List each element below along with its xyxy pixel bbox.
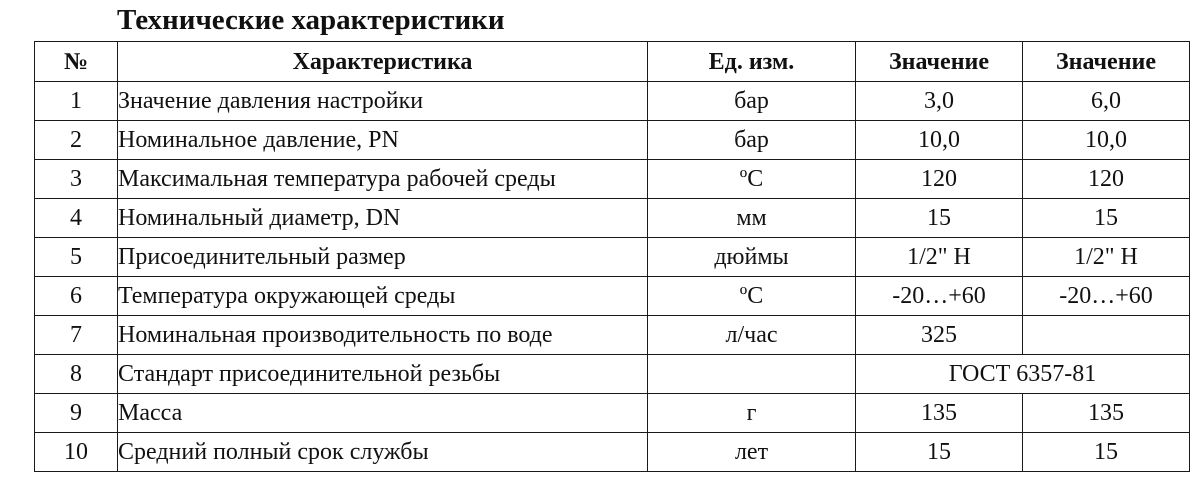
row-characteristic: Значение давления настройки xyxy=(118,82,648,121)
row-unit: бар xyxy=(648,82,856,121)
row-value-2 xyxy=(1023,316,1190,355)
row-value-1: 15 xyxy=(856,199,1023,238)
row-unit xyxy=(648,355,856,394)
row-number: 8 xyxy=(35,355,118,394)
table-row xyxy=(35,277,1190,316)
table-row xyxy=(35,433,1190,472)
row-merged-value: ГОСТ 6357-81 xyxy=(856,355,1190,394)
row-characteristic: Температура окружающей среды xyxy=(118,277,648,316)
row-unit: л/час xyxy=(648,316,856,355)
row-unit: дюймы xyxy=(648,238,856,277)
row-value-2: 15 xyxy=(1023,199,1190,238)
row-value-1: 325 xyxy=(856,316,1023,355)
row-characteristic: Присоединительный размер xyxy=(118,238,648,277)
header-value-2: Значение xyxy=(1023,42,1190,82)
row-value-1: 135 xyxy=(856,394,1023,433)
row-value-1: 10,0 xyxy=(856,121,1023,160)
row-value-1: 120 xyxy=(856,160,1023,199)
specifications-table xyxy=(34,41,1190,472)
row-characteristic: Номинальная производительность по воде xyxy=(118,316,648,355)
header-characteristic: Характеристика xyxy=(118,42,648,82)
row-number: 9 xyxy=(35,394,118,433)
table-row xyxy=(35,355,1190,394)
row-value-1: -20…+60 xyxy=(856,277,1023,316)
row-characteristic: Номинальное давление, PN xyxy=(118,121,648,160)
row-unit: ºC xyxy=(648,160,856,199)
table-row xyxy=(35,394,1190,433)
row-number: 7 xyxy=(35,316,118,355)
row-number: 1 xyxy=(35,82,118,121)
row-value-2: 10,0 xyxy=(1023,121,1190,160)
document-title: Технические характеристики xyxy=(117,4,505,36)
row-unit: мм xyxy=(648,199,856,238)
row-number: 3 xyxy=(35,160,118,199)
row-value-2: -20…+60 xyxy=(1023,277,1190,316)
row-value-2: 120 xyxy=(1023,160,1190,199)
table-row xyxy=(35,316,1190,355)
row-characteristic: Стандарт присоединительной резьбы xyxy=(118,355,648,394)
row-characteristic: Номинальный диаметр, DN xyxy=(118,199,648,238)
table-row xyxy=(35,238,1190,277)
row-number: 4 xyxy=(35,199,118,238)
row-number: 5 xyxy=(35,238,118,277)
row-characteristic: Масса xyxy=(118,394,648,433)
row-value-1: 3,0 xyxy=(856,82,1023,121)
row-number: 6 xyxy=(35,277,118,316)
row-unit: ºC xyxy=(648,277,856,316)
table-header-row xyxy=(35,42,1190,82)
header-unit: Ед. изм. xyxy=(648,42,856,82)
table-row xyxy=(35,121,1190,160)
row-characteristic: Максимальная температура рабочей среды xyxy=(118,160,648,199)
row-number: 2 xyxy=(35,121,118,160)
header-value-1: Значение xyxy=(856,42,1023,82)
row-value-2: 15 xyxy=(1023,433,1190,472)
row-value-1: 15 xyxy=(856,433,1023,472)
row-value-2: 1/2" Н xyxy=(1023,238,1190,277)
row-value-1: 1/2" Н xyxy=(856,238,1023,277)
row-unit: бар xyxy=(648,121,856,160)
table-row xyxy=(35,82,1190,121)
row-characteristic: Средний полный срок службы xyxy=(118,433,648,472)
header-number: № xyxy=(35,42,118,82)
row-value-2: 135 xyxy=(1023,394,1190,433)
row-value-2: 6,0 xyxy=(1023,82,1190,121)
row-unit: лет xyxy=(648,433,856,472)
row-unit: г xyxy=(648,394,856,433)
table-row xyxy=(35,199,1190,238)
row-number: 10 xyxy=(35,433,118,472)
table-row xyxy=(35,160,1190,199)
